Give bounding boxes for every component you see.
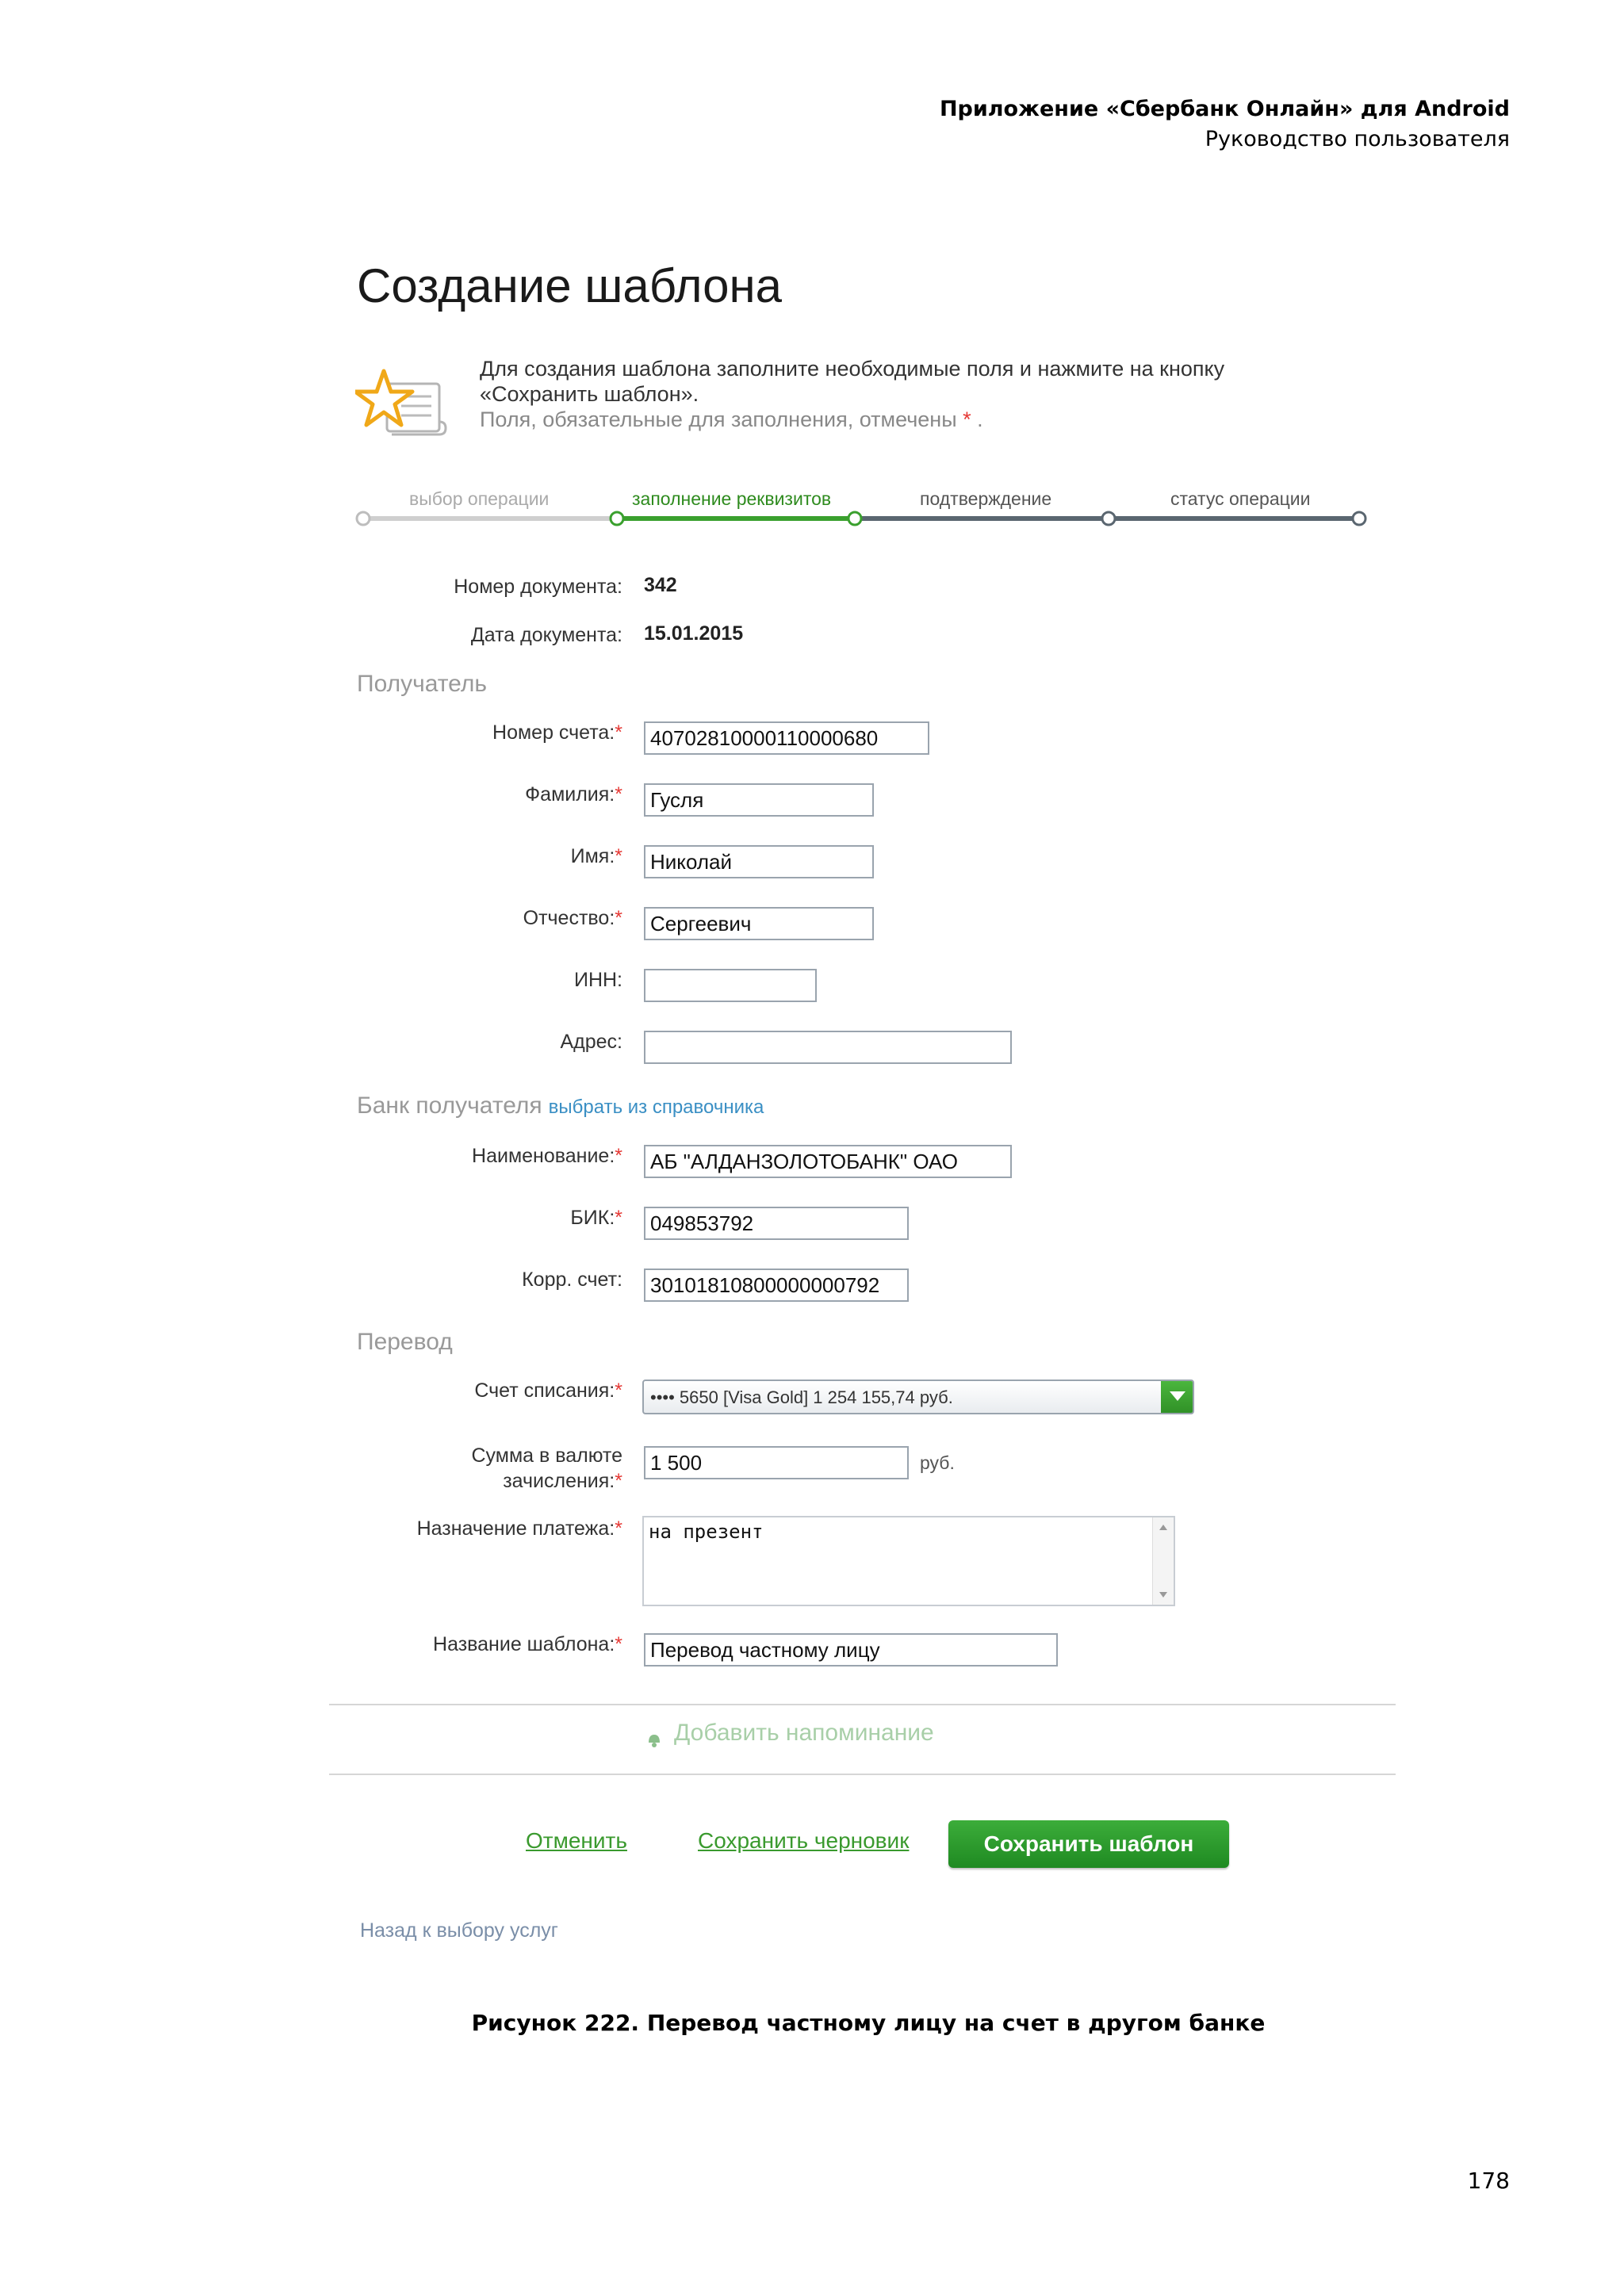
back-to-services-link[interactable]: Назад к выбору услуг [360,1919,558,1942]
doc-number-value: 342 [644,574,677,596]
template-name-label-text: Название шаблона: [433,1633,615,1655]
amount-label-line-1: Сумма в валюте [471,1445,622,1467]
section-recipient: Получатель [357,671,487,697]
doc-number-label: Номер документа: [454,576,622,598]
amount-label-text: зачисления: [503,1470,615,1492]
chevron-down-icon [1170,1391,1185,1402]
page-number: 178 [1467,2168,1510,2194]
template-name-input[interactable]: Перевод частному лицу [644,1633,1058,1667]
corr-account-input[interactable]: 30101810800000000792 [644,1269,909,1302]
required-asterisk: * [615,1207,622,1229]
source-account-label [226,1380,622,1402]
required-asterisk: * [615,721,622,744]
document-header-title: Приложение «Сбербанк Онлайн» для Android [939,97,1510,121]
doc-date-label: Дата документа: [470,624,622,646]
required-asterisk: * [963,408,971,431]
amount-currency: руб. [920,1452,955,1473]
divider-top [329,1704,1396,1705]
required-asterisk: * [615,1633,622,1655]
purpose-text: на презент [649,1521,764,1543]
save-draft-link[interactable]: Сохранить черновик [698,1828,910,1853]
account-number-label-text: Номер счета: [492,721,615,744]
step-confirmation: подтверждение [920,488,1052,509]
required-asterisk: * [615,845,622,867]
inn-input[interactable] [644,969,817,1002]
account-number-input[interactable]: 40702810000110000680 [644,721,929,755]
bank-name-input[interactable]: АБ "АЛДАНЗОЛОТОБАНК" ОАО [644,1145,1012,1178]
step-choose-operation: выбор операции [409,488,550,509]
patronymic-label-text: Отчество: [523,907,615,929]
cancel-link[interactable]: Отменить [526,1828,627,1853]
bank-name-label-text: Наименование: [472,1145,615,1167]
bank-name-label [226,1145,622,1168]
section-bank-title: Банк получателя [357,1093,542,1119]
required-asterisk: * [615,1517,622,1540]
lastname-input[interactable]: Гусля [644,783,874,817]
required-asterisk: * [615,1470,622,1492]
bell-icon [644,1728,665,1749]
corr-account-label: Корр. счет: [522,1269,622,1291]
required-asterisk: * [615,1145,622,1167]
required-asterisk: * [615,1380,622,1402]
purpose-textarea[interactable] [642,1516,1175,1606]
doc-date-value: 15.01.2015 [644,622,744,645]
figure-caption: Рисунок 222. Перевод частному лицу на счет в другом банке [471,2010,1266,2036]
inn-label: ИНН: [573,969,622,991]
patronymic-label [226,907,622,930]
divider-bottom [329,1774,1396,1775]
bik-input[interactable]: 049853792 [644,1207,909,1240]
required-note-text: Поля, обязательные для заполнения, отмечены [480,408,957,431]
bik-label [226,1207,622,1230]
step-fill-details: заполнение реквизитов [632,488,832,509]
account-number-label [226,721,622,744]
address-label: Адрес: [560,1031,622,1053]
required-asterisk: * [615,907,622,929]
intro-text-line-1: Для создания шаблона заполните необходимые поля и нажмите на кнопку [480,357,1225,381]
required-note-end: . [977,408,983,431]
address-input[interactable] [644,1031,1012,1064]
firstname-input[interactable]: Николай [644,845,874,878]
page-title: Создание шаблона [357,259,783,312]
intro-required-note [480,408,983,432]
source-account-value: •••• 5650 [Visa Gold] 1 254 155,74 руб. [650,1387,953,1407]
bik-label-text: БИК: [570,1207,615,1229]
section-bank [357,1093,764,1119]
add-reminder-link[interactable]: Добавить напоминание [674,1720,934,1746]
amount-input[interactable]: 1 500 [644,1446,909,1479]
intro-text-line-2: «Сохранить шаблон». [480,382,699,406]
source-account-label-text: Счет списания: [474,1380,615,1402]
lastname-label [226,783,622,806]
firstname-label-text: Имя: [570,845,615,867]
section-transfer: Перевод [357,1329,453,1355]
firstname-label [226,845,622,868]
steps-progress-bar [349,504,1372,533]
scroll-arrows-icon [1153,1517,1174,1605]
patronymic-input[interactable]: Сергеевич [644,907,874,940]
purpose-label-text: Назначение платежа: [416,1517,615,1540]
required-asterisk: * [615,783,622,806]
textarea-scrollbar[interactable] [1152,1517,1174,1605]
save-template-button[interactable]: Сохранить шаблон [948,1820,1229,1868]
choose-from-directory-link[interactable]: выбрать из справочника [548,1096,764,1118]
purpose-label [226,1517,622,1540]
dropdown-button[interactable] [1161,1380,1194,1414]
template-star-icon [355,366,450,446]
step-operation-status: статус операции [1170,488,1311,509]
lastname-label-text: Фамилия: [525,783,615,806]
template-name-label [226,1633,622,1656]
source-account-select[interactable] [642,1380,1194,1414]
document-header-subtitle: Руководство пользователя [1205,127,1510,151]
amount-label-line-2 [226,1470,622,1493]
